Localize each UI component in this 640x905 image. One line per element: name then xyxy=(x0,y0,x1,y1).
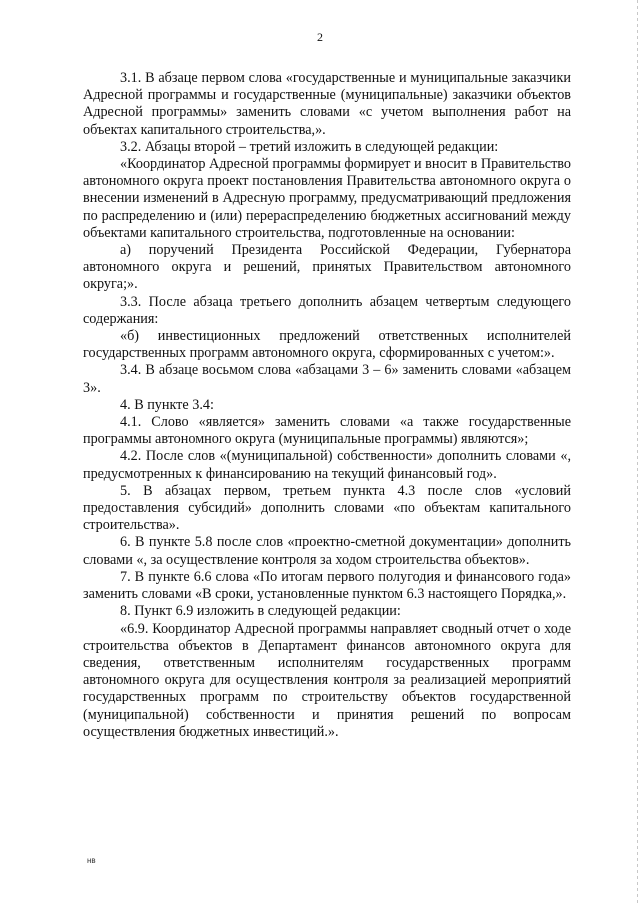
paragraph-3-1: 3.1. В абзаце первом слова «государственные и муниципальные заказчики Адресной программы и государственные (муниципальные) заказчики объектов Адресной программы» заменить словами «с учетом выполнения работ на объектах капитального строительства,». xyxy=(83,70,571,138)
paragraph-5: 5. В абзацах первом, третьем пункта 4.3 после слов «условий предоставления субсидий» дополнить словами «по объектам капитального строительства». xyxy=(83,482,571,534)
paragraph-item-b: «б) инвестиционных предложений ответственных исполнителей государственных программ автономного округа, сформированных с учетом:». xyxy=(83,328,571,362)
document-body xyxy=(83,70,571,741)
page-edge-line xyxy=(637,0,638,905)
paragraph-3-2: 3.2. Абзацы второй – третий изложить в следующей редакции: xyxy=(120,138,499,155)
paragraph-6-9: «6.9. Координатор Адресной программы направляет сводный отчет о ходе строительства объектов в Департамент финансов автономного округа для сведения, ответственным исполнителям государственных программ автономного округа для осуществления контроля за реализацией мероприятий государственных программ по строительству объектов государственной (муниципальной) собственности и принятия решений по вопросам осуществления бюджетных инвестиций.». xyxy=(83,620,571,740)
paragraph-4-2: 4.2. После слов «(муниципальной) собственности» дополнить словами «, предусмотренных к финансированию на текущий финансовый год». xyxy=(83,448,571,482)
paragraph-3-3: 3.3. После абзаца третьего дополнить абзацем четвертым следующего содержания: xyxy=(83,293,571,327)
paragraph-item-a: а) поручений Президента Российской Федерации, Губернатора автономного округа и решений, принятых Правительством автономного округа;». xyxy=(83,242,571,293)
page-number: 2 xyxy=(317,30,323,44)
footer-initials: нв xyxy=(87,856,96,865)
paragraph-4: 4. В пункте 3.4: xyxy=(120,396,214,413)
paragraph-3-4: 3.4. В абзаце восьмом слова «абзацами 3 – 6» заменить словами «абзацем 3». xyxy=(83,362,571,396)
paragraph-quote-coordinator: «Координатор Адресной программы формирует и вносит в Правительство автономного округа проект постановления Правительства автономного округа о внесении изменений в Адресную программу, предусматривающий предложения по распределению и (или) перераспределению бюджетных ассигнований между объектами капитального строительства, подготовленные на основании: xyxy=(83,156,571,241)
paragraph-4-1: 4.1. Слово «является» заменить словами «а также государственные программы автономного округа (муниципальные программы) являются»; xyxy=(83,414,571,448)
paragraph-6: 6. В пункте 5.8 после слов «проектно-сметной документации» дополнить словами «, за осуществление контроля за ходом строительства объектов». xyxy=(83,534,571,568)
paragraph-7: 7. В пункте 6.6 слова «По итогам первого полугодия и финансового года» заменить словами «В сроки, установленные пунктом 6.3 настоящего Порядка,». xyxy=(83,568,571,603)
paragraph-8: 8. Пункт 6.9 изложить в следующей редакции: xyxy=(120,603,401,620)
